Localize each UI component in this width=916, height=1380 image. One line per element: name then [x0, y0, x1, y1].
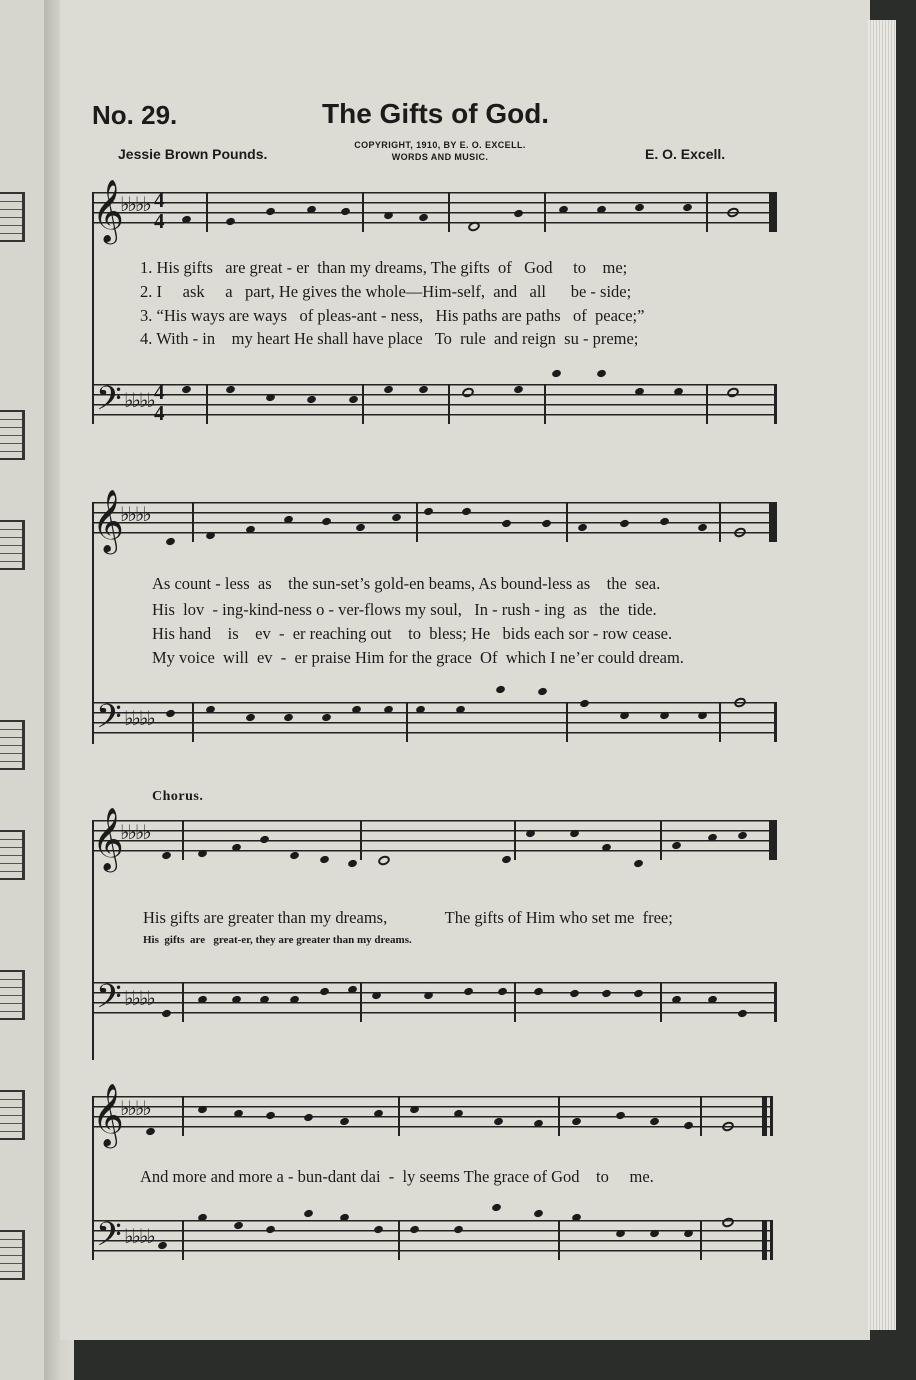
note	[737, 831, 748, 841]
barline	[206, 384, 208, 424]
note	[373, 1225, 384, 1235]
treble-clef-icon: 𝄞	[92, 807, 124, 870]
note	[697, 523, 708, 533]
key-signature-flats: ♭♭♭♭	[124, 986, 154, 1010]
note	[197, 1213, 208, 1223]
note	[259, 995, 270, 1005]
composer-credit: E. O. Excell.	[645, 146, 726, 162]
note	[671, 841, 682, 851]
barline	[182, 1096, 184, 1136]
note	[423, 991, 434, 1001]
chorus-lyric: His gifts are greater than my dreams, The gifts of Him who set me free;	[143, 908, 673, 927]
note	[707, 833, 718, 843]
final-lyric-line: And more and more a - bun-dant dai - ly seems The grace of God to me.	[140, 1167, 654, 1186]
note	[181, 215, 192, 225]
barline	[362, 384, 364, 424]
note	[259, 835, 270, 845]
note	[513, 385, 524, 395]
verse-1-line-2: As count - less as the sun-set’s gold-en beams, As bound-less as the sea.	[152, 574, 661, 593]
hymn-title: The Gifts of God.	[322, 98, 550, 129]
facing-page-staff-fragment	[0, 720, 25, 770]
note	[453, 1109, 464, 1119]
barline	[398, 1220, 400, 1260]
treble-staff-4	[92, 1083, 773, 1146]
note	[497, 987, 508, 997]
key-signature-flats: ♭♭♭♭	[120, 1096, 150, 1120]
facing-page-staff-fragment	[0, 192, 25, 242]
note	[418, 385, 429, 395]
note	[306, 395, 317, 405]
verse-2-line-2: His lov - ing-kind-ness o - ver-flows my soul, In - rush - ing as the tide.	[152, 600, 657, 619]
note	[181, 385, 192, 395]
note	[649, 1229, 660, 1239]
key-signature-flats: ♭♭♭♭	[124, 1224, 154, 1248]
note	[289, 995, 300, 1005]
verse-3-line-2: His hand is ev - er reaching out to bless; He bids each sor - row cease.	[152, 624, 673, 643]
note	[541, 519, 552, 529]
note	[409, 1225, 420, 1235]
barline	[700, 1220, 702, 1260]
note	[383, 211, 394, 221]
bass-clef-icon: 𝄢	[96, 380, 122, 426]
barline	[416, 502, 418, 542]
barline	[362, 192, 364, 232]
facing-page-staff-fragment	[0, 830, 25, 880]
facing-page-staff-fragment	[0, 1230, 25, 1280]
note	[558, 205, 569, 215]
barline	[182, 982, 184, 1022]
treble-staff-3	[92, 807, 777, 870]
barline	[448, 384, 450, 424]
treble-staff-1	[92, 179, 777, 242]
copyright-notice	[330, 139, 550, 163]
key-signature-flats: ♭♭♭♭	[120, 192, 150, 216]
hymn-number: No. 29.	[92, 100, 178, 130]
bass-clef-icon: 𝄢	[96, 698, 122, 744]
note	[231, 995, 242, 1005]
note	[415, 705, 426, 715]
note	[145, 1127, 156, 1137]
note	[383, 385, 394, 395]
note	[225, 217, 236, 227]
treble-staff-2	[92, 489, 777, 552]
note	[697, 711, 708, 721]
time-signature: 4 4	[154, 188, 165, 233]
treble-clef-icon: 𝄞	[92, 1083, 124, 1146]
note	[726, 206, 740, 219]
barline	[182, 820, 184, 860]
note	[721, 1120, 735, 1133]
note	[463, 987, 474, 997]
bass-clef-icon: 𝄢	[96, 978, 122, 1024]
facing-page-staff-fragment	[0, 410, 25, 460]
note	[601, 843, 612, 853]
note	[161, 1009, 172, 1019]
treble-clef-icon: 𝄞	[92, 179, 124, 242]
note	[633, 989, 644, 999]
note	[659, 517, 670, 527]
note	[673, 387, 684, 397]
note	[371, 991, 382, 1001]
note	[391, 513, 402, 523]
note	[339, 1213, 350, 1223]
final-double-bar	[762, 1220, 767, 1260]
barline	[360, 820, 362, 860]
barline	[360, 982, 362, 1022]
note	[355, 523, 366, 533]
copyright-line-1: COPYRIGHT, 1910, BY E. O. EXCELL.	[354, 140, 526, 150]
note	[533, 1119, 544, 1129]
facing-page-staff-fragment	[0, 970, 25, 1020]
note	[571, 1213, 582, 1223]
barline	[206, 192, 208, 232]
barline	[398, 1096, 400, 1136]
barline	[719, 702, 721, 742]
note	[321, 517, 332, 527]
note	[453, 1225, 464, 1235]
key-signature-flats: ♭♭♭♭	[124, 388, 154, 412]
note	[634, 203, 645, 213]
barline	[182, 1220, 184, 1260]
note	[418, 213, 429, 223]
barline	[719, 502, 721, 542]
note	[347, 985, 358, 995]
note	[348, 395, 359, 405]
bass-staff-3	[92, 978, 777, 1024]
note	[737, 1009, 748, 1019]
barline	[514, 820, 516, 860]
note	[306, 205, 317, 215]
note	[321, 713, 332, 723]
bass-staff-4	[92, 1216, 773, 1262]
note	[571, 1117, 582, 1127]
chorus-label: Chorus.	[152, 789, 204, 804]
note	[707, 995, 718, 1005]
barline	[566, 502, 568, 542]
note	[615, 1229, 626, 1239]
system-end-bar	[769, 502, 774, 542]
note	[619, 711, 630, 721]
bass-staff-2	[92, 698, 777, 744]
barline	[566, 702, 568, 742]
note	[383, 705, 394, 715]
note	[283, 515, 294, 525]
note	[225, 385, 236, 395]
note	[233, 1221, 244, 1231]
barline	[660, 982, 662, 1022]
note	[726, 386, 740, 399]
chorus-echo-lyric: His gifts are great-er, they are greater than my dreams.	[143, 934, 412, 946]
note	[683, 1229, 694, 1239]
note	[577, 523, 588, 533]
note	[231, 843, 242, 853]
note	[157, 1241, 168, 1251]
system-end-bar	[769, 820, 774, 860]
note	[265, 393, 276, 403]
note	[634, 387, 645, 397]
note	[533, 987, 544, 997]
note	[601, 989, 612, 999]
note	[303, 1113, 314, 1123]
barline	[192, 502, 194, 542]
note	[265, 1225, 276, 1235]
note	[671, 995, 682, 1005]
note	[619, 519, 630, 529]
note	[265, 207, 276, 217]
note	[659, 711, 670, 721]
copyright-line-2: WORDS AND MUSIC.	[391, 152, 489, 162]
note	[455, 705, 466, 715]
note	[265, 1111, 276, 1121]
note	[197, 995, 208, 1005]
note	[467, 220, 481, 233]
page-stack-edge	[868, 20, 896, 1330]
note	[569, 829, 580, 839]
key-signature-flats: ♭♭♭♭	[124, 706, 154, 730]
note	[409, 1105, 420, 1115]
note	[461, 507, 472, 517]
verse-2-line-1: 2. I ask a part, He gives the whole—Him-self, and all be - side;	[140, 282, 632, 301]
note	[423, 507, 434, 517]
lyricist-credit: Jessie Brown Pounds.	[118, 146, 268, 162]
treble-clef-icon: 𝄞	[92, 489, 124, 552]
note	[197, 849, 208, 859]
barline	[514, 982, 516, 1022]
barline	[700, 1096, 702, 1136]
barline	[544, 192, 546, 232]
verse-4-line-1: 4. With - in my heart He shall have place To rule and reign su - preme;	[140, 329, 639, 348]
note	[683, 1121, 694, 1131]
note	[615, 1111, 626, 1121]
verse-4-line-2: My voice will ev - er praise Him for the grace Of which I ne’er could dream.	[152, 648, 684, 667]
note	[513, 209, 524, 219]
barline	[192, 702, 194, 742]
note	[579, 699, 590, 709]
time-signature: 4 4	[154, 380, 165, 425]
verse-3-line-1: 3. “His ways are ways of pleas-ant - ness, His paths are paths of peace;”	[140, 306, 645, 325]
system-end-bar	[769, 192, 774, 232]
note	[245, 713, 256, 723]
barline	[558, 1220, 560, 1260]
barline	[706, 384, 708, 424]
note	[682, 203, 693, 213]
note	[161, 851, 172, 861]
note	[233, 1109, 244, 1119]
note	[569, 989, 580, 999]
note	[373, 1109, 384, 1119]
bass-staff-1	[92, 380, 777, 426]
note	[649, 1117, 660, 1127]
bass-clef-icon: 𝄢	[96, 1216, 122, 1262]
note	[339, 1117, 350, 1127]
note	[493, 1117, 504, 1127]
note	[461, 386, 475, 399]
note	[205, 705, 216, 715]
note	[197, 1105, 208, 1115]
note	[596, 205, 607, 215]
barline	[406, 702, 408, 742]
facing-page-staff-fragment	[0, 1090, 25, 1140]
note	[340, 207, 351, 217]
note	[165, 709, 176, 719]
note	[733, 526, 747, 539]
final-double-bar	[762, 1096, 767, 1136]
barline	[660, 820, 662, 860]
note	[525, 829, 536, 839]
facing-page-staff-fragment	[0, 520, 25, 570]
note	[289, 851, 300, 861]
key-signature-flats: ♭♭♭♭	[120, 502, 150, 526]
note	[501, 519, 512, 529]
note	[245, 525, 256, 535]
note	[319, 987, 330, 997]
note	[283, 713, 294, 723]
barline	[558, 1096, 560, 1136]
key-signature-flats: ♭♭♭♭	[120, 820, 150, 844]
barline	[448, 192, 450, 232]
barline	[544, 384, 546, 424]
note	[351, 705, 362, 715]
barline	[706, 192, 708, 232]
note	[205, 531, 216, 541]
verse-1-line-1: 1. His gifts are great - er than my dreams, The gifts of God to me;	[140, 258, 628, 277]
